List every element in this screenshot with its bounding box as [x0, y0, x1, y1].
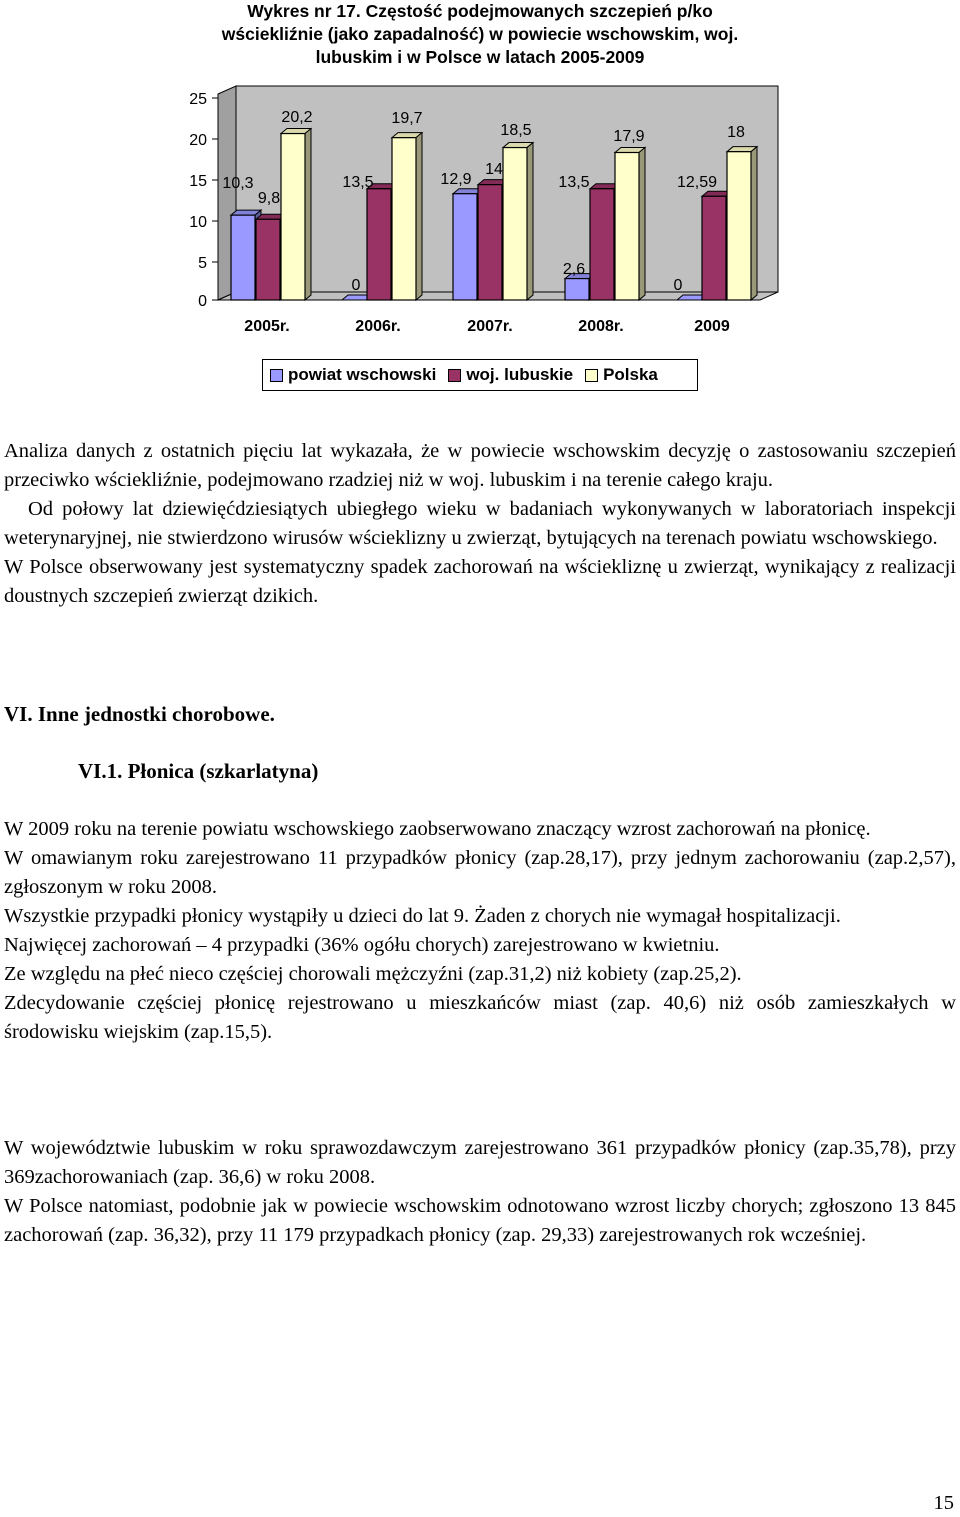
- data-label: 2,6: [562, 261, 586, 278]
- paragraph-gender: Ze względu na płeć nieco częściej chorowali mężczyźni (zap.31,2) niż kobiety (zap.25,2).: [4, 963, 742, 985]
- data-label: 17,9: [613, 128, 645, 145]
- legend-label-powiat: powiat wschowski: [288, 365, 437, 384]
- bar: [231, 215, 255, 300]
- x-tick-label: 2007r.: [467, 318, 513, 335]
- y-tick-label: 10: [189, 214, 207, 231]
- bar: [392, 138, 416, 300]
- paragraph-voivodeship: W województwie lubuskim w roku sprawozdawczym zarejestrowano 361 przypadków płonicy (zap.35,78), przy 369zachorowaniach (zap. 36,6) w roku 2008.: [4, 1137, 956, 1188]
- data-label: 12,59: [676, 174, 718, 191]
- data-label: 10,3: [222, 175, 254, 192]
- data-label: 14: [485, 161, 503, 178]
- paragraph-2009-increase: W 2009 roku na terenie powiatu wschowskiego zaobserwowano znaczący wzrost zachorowań na płonicę.: [4, 818, 871, 840]
- x-tick-label: 2006r.: [355, 318, 401, 335]
- data-label: 18,5: [500, 122, 532, 139]
- bar-side: [751, 147, 757, 300]
- legend-item-lubuskie: [448, 365, 573, 385]
- bar: [281, 134, 305, 300]
- bar-side: [305, 129, 311, 300]
- paragraph-group-1: [4, 437, 956, 611]
- bar: [503, 148, 527, 300]
- bar: [565, 279, 589, 300]
- x-tick-label: 2005r.: [244, 318, 290, 335]
- paragraph-group-3: [4, 1134, 956, 1250]
- legend-swatch-polska: [585, 369, 598, 382]
- paragraph-laboratory: Od połowy lat dziewięćdziesiątych ubiegłego wieku w badaniach wykonywanych w laboratoriach inspekcji weterynaryjnej, nie stwierdzono wirusów wścieklizny u zwierząt, bytujących na terenach powiatu wschowskiego.: [4, 498, 956, 549]
- y-tick-label: 5: [198, 255, 207, 272]
- bar: [615, 153, 639, 300]
- data-label: 9,8: [257, 190, 281, 207]
- bar-side: [527, 143, 533, 300]
- bar: [453, 194, 477, 300]
- paragraph-cases-registered: W omawianym roku zarejestrowano 11 przypadków płonicy (zap.28,17), przy jednym zachorowaniu (zap.2,57), zgłoszonym w roku 2008.: [4, 847, 956, 898]
- bar: [367, 189, 391, 300]
- bar: [256, 219, 280, 300]
- chart-title-line-1: Wykres nr 17. Częstość podejmowanych szczepień p/ko: [247, 1, 713, 21]
- legend-swatch-lubuskie: [448, 369, 461, 382]
- data-label: 18: [727, 124, 745, 141]
- bar: [702, 196, 726, 300]
- legend-item-powiat: [270, 365, 436, 385]
- paragraph-poland-trend: W Polsce obserwowany jest systematyczny spadek zachorowań na wściekliznę u zwierząt, wynikający z realizacji doustnych szczepień zwierząt dzikich.: [4, 556, 956, 607]
- y-tick-label: 20: [189, 132, 207, 149]
- bar-side: [639, 148, 645, 300]
- y-tick-label: 15: [189, 173, 207, 190]
- page-number: 15: [933, 1492, 954, 1514]
- data-label: 13,5: [342, 174, 374, 191]
- bar: [590, 189, 614, 300]
- data-label: 20,2: [281, 109, 313, 126]
- legend-item-polska: [585, 365, 658, 385]
- y-tick-label: 0: [198, 293, 207, 310]
- data-label: 19,7: [391, 110, 423, 127]
- bar-side: [416, 133, 422, 300]
- chart-title-line-2: wściekliźnie (jako zapadalność) w powiecie wschowskim, woj.: [221, 24, 739, 44]
- chart-legend: [262, 359, 698, 391]
- data-label: 0: [351, 277, 361, 294]
- section-heading: VI. Inne jednostki chorobowe.: [4, 702, 275, 726]
- paragraph-group-2: [4, 815, 956, 1047]
- chart-title-line-3: lubuskim i w Polsce w latach 2005-2009: [315, 47, 645, 67]
- paragraph-children: Wszystkie przypadki płonicy wystąpiły u dzieci do lat 9. Żaden z chorych nie wymagał hospitalizacji.: [4, 905, 841, 927]
- bar: [478, 185, 502, 300]
- legend-label-lubuskie: woj. lubuskie: [466, 365, 574, 384]
- y-tick-label: 25: [189, 91, 207, 108]
- paragraph-urban-rural: Zdecydowanie częściej płonicę rejestrowano u mieszkańców miast (zap. 40,6) niż osób zamieszkałych w środowisku wiejskim (zap.15,5).: [4, 992, 956, 1043]
- legend-swatch-powiat: [270, 369, 283, 382]
- paragraph-poland: W Polsce natomiast, podobnie jak w powiecie wschowskim odnotowano wzrost liczby chorych; zgłoszono 13 845 zachorowań (zap. 36,32), przy 11 179 przypadkach płonicy (zap. 29,33) zarejestrowanych rok wcześniej.: [4, 1195, 956, 1246]
- x-tick-label: 2009: [694, 318, 730, 335]
- data-label: 12,9: [440, 171, 472, 188]
- bar-chart: [0, 0, 960, 345]
- x-tick-label: 2008r.: [578, 318, 624, 335]
- paragraph-april: Najwięcej zachorowań – 4 przypadki (36% ogółu chorych) zarejestrowano w kwietniu.: [4, 934, 720, 956]
- subsection-heading: VI.1. Płonica (szkarlatyna): [78, 759, 319, 783]
- paragraph-analysis: Analiza danych z ostatnich pięciu lat wykazała, że w powiecie wschowskim decyzję o zastosowaniu szczepień przeciwko wściekliźnie, podejmowano rzadziej niż w woj. lubuskim i na terenie całego kraju.: [4, 440, 956, 491]
- bar: [727, 152, 751, 300]
- data-label: 13,5: [558, 174, 590, 191]
- legend-label-polska: Polska: [603, 365, 658, 384]
- data-label: 0: [673, 277, 683, 294]
